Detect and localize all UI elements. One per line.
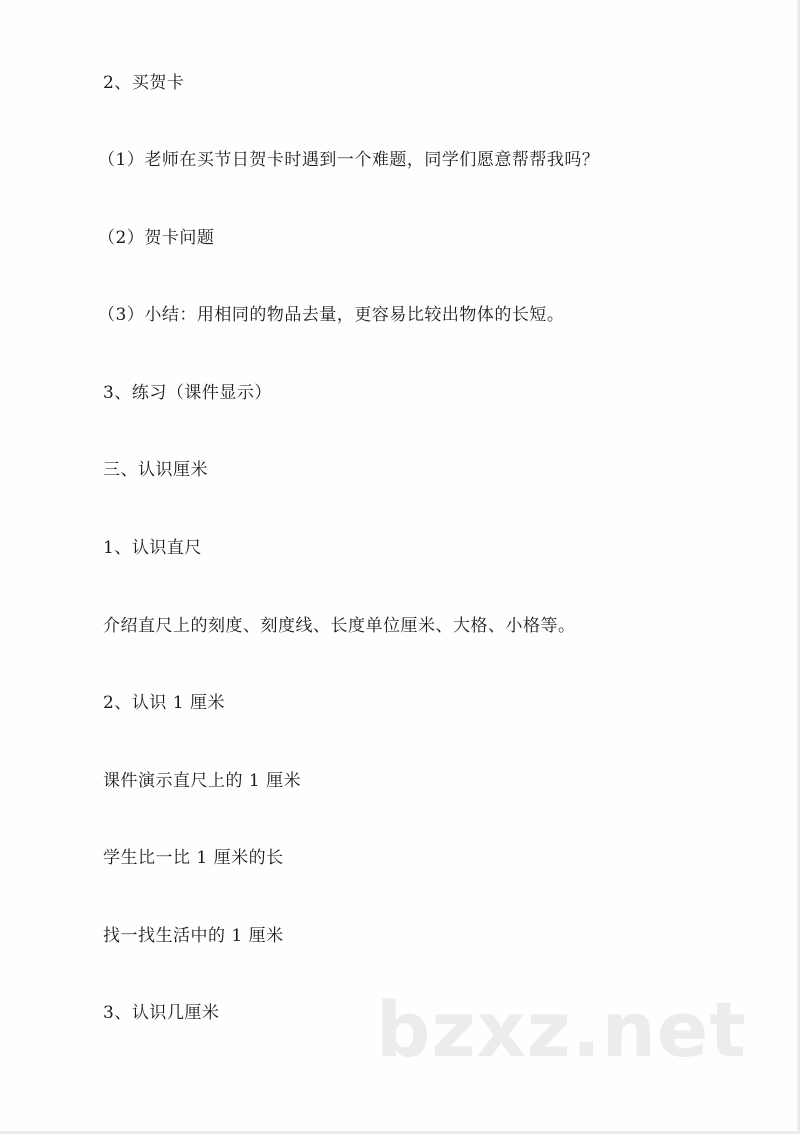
section-heading-practice: 3、练习（课件显示）	[103, 383, 272, 403]
paragraph-item-1: （1）老师在买节日贺卡时遇到一个难题，同学们愿意帮帮我吗？	[98, 150, 600, 170]
paragraph-compare-one-cm: 学生比一比 1 厘米的长	[103, 848, 284, 868]
paragraph-ruler-intro: 介绍直尺上的刻度、刻度线、长度单位厘米、大格、小格等。	[103, 616, 576, 636]
section-heading-one-cm: 2、认识 1 厘米	[103, 693, 225, 713]
paragraph-item-3: （3）小结：用相同的物品去量，更容易比较出物体的长短。	[98, 305, 565, 325]
chapter-heading-centimeter: 三、认识厘米	[103, 460, 208, 480]
section-heading-buy-card: 2、买贺卡	[103, 73, 185, 93]
site-watermark: bzxz.net	[376, 985, 747, 1074]
section-heading-several-cm: 3、认识几厘米	[103, 1003, 220, 1023]
paragraph-find-one-cm: 找一找生活中的 1 厘米	[103, 926, 284, 946]
paragraph-demo-one-cm: 课件演示直尺上的 1 厘米	[103, 771, 302, 791]
paragraph-item-2: （2）贺卡问题	[98, 228, 215, 248]
section-heading-ruler: 1、认识直尺	[103, 538, 202, 558]
